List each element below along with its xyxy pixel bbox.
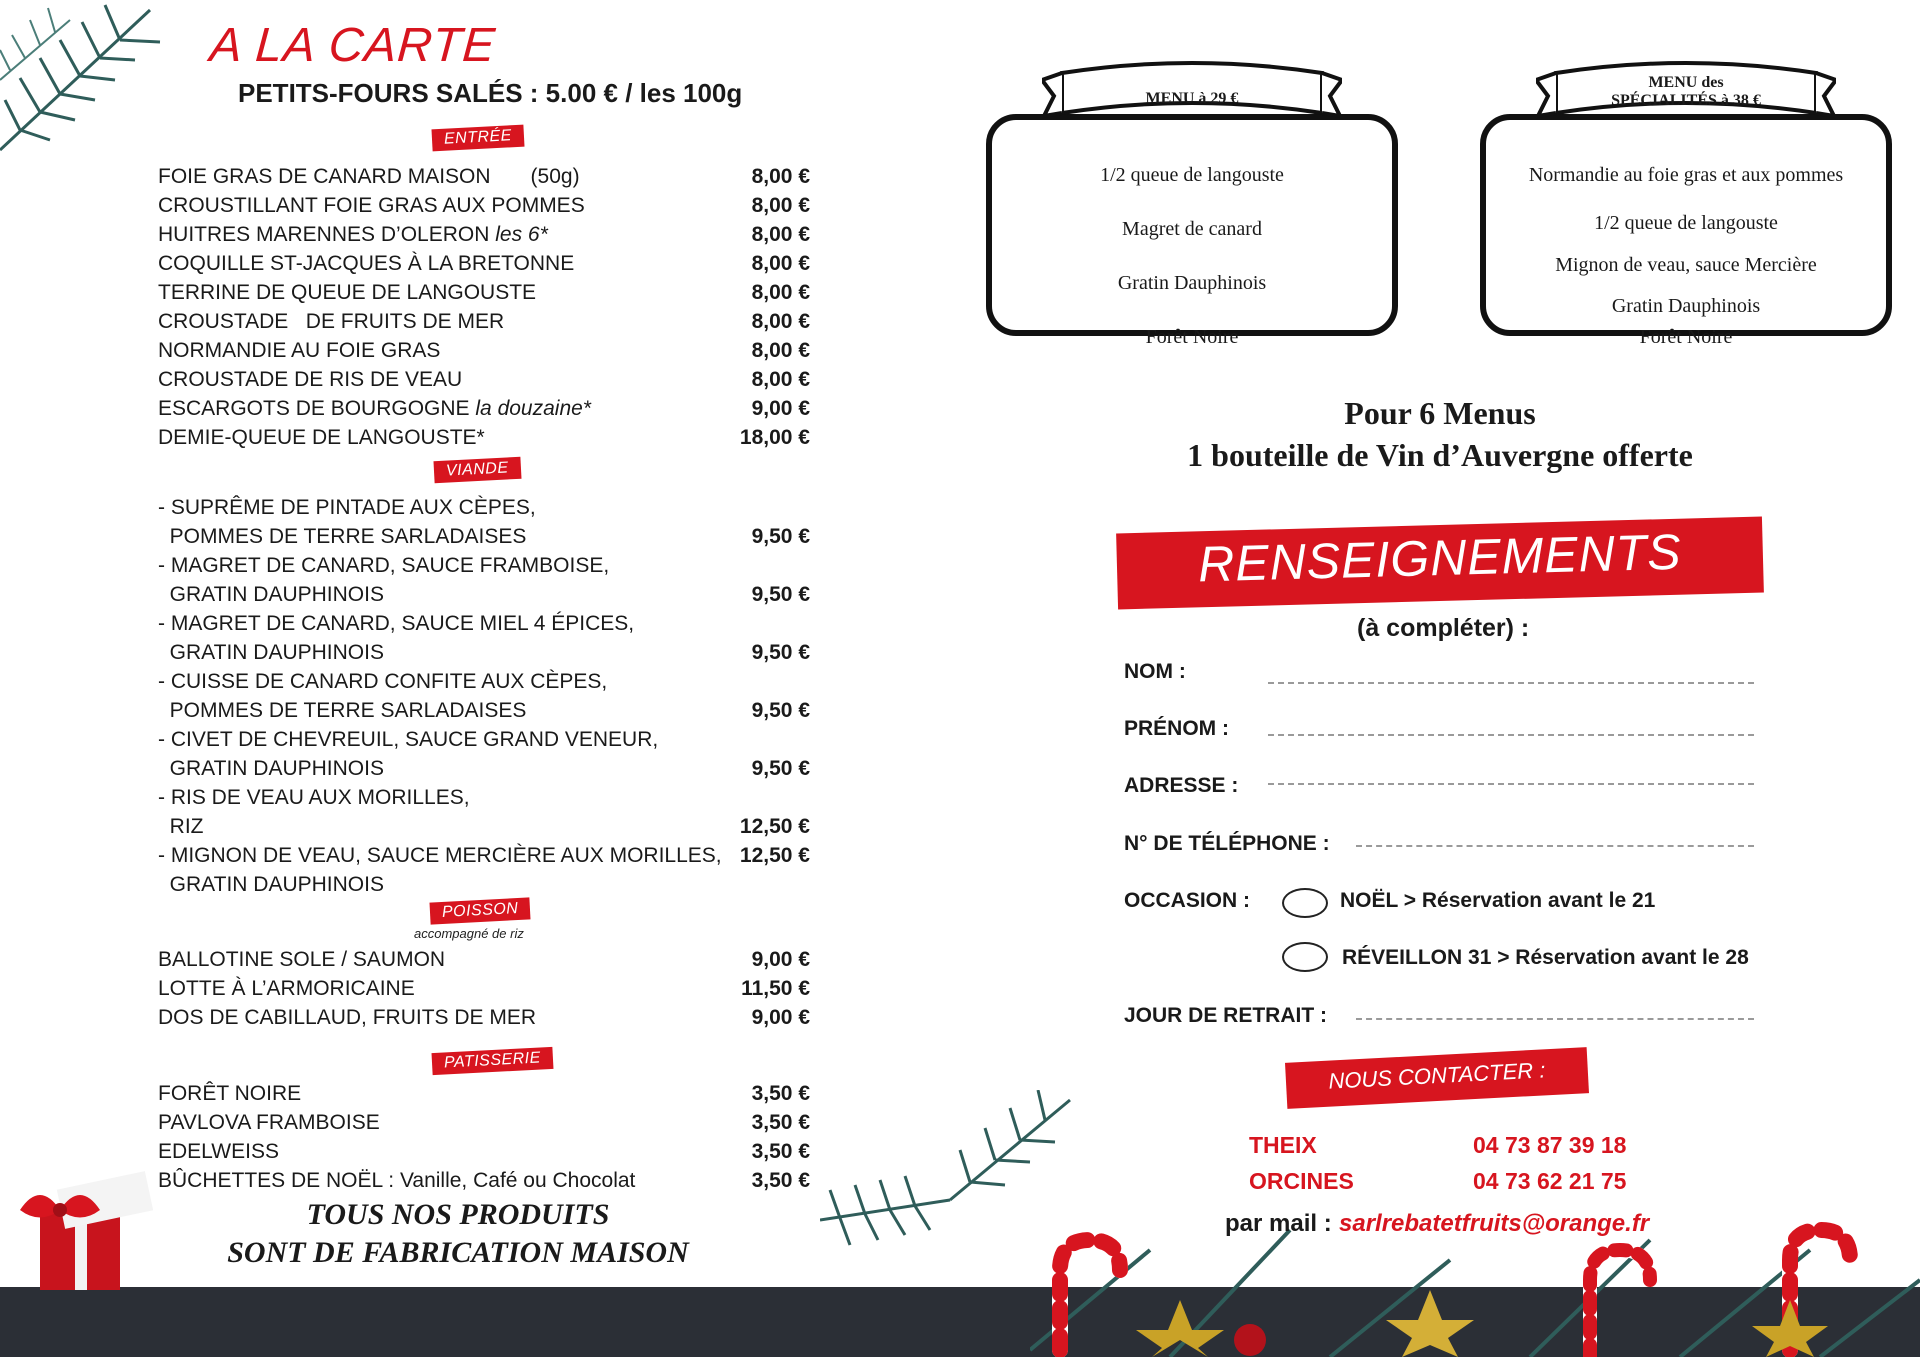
contact-city-theix: THEIX: [1249, 1132, 1317, 1158]
radio-noel[interactable]: [1282, 888, 1328, 918]
gift-box-icon: [0, 1170, 180, 1290]
menu-row: NORMANDIE AU FOIE GRAS 8,00 €: [158, 339, 810, 362]
menu-item: Gratin Dauphinois: [1611, 295, 1761, 317]
tag-entree: ENTRÉE: [431, 125, 524, 152]
menu-row: - MAGRET DE CANARD, SAUCE MIEL 4 ÉPICES,: [158, 612, 635, 635]
menu-29-banner: MENU à 29 €: [1042, 58, 1342, 128]
menu-row: PAVLOVA FRAMBOISE 3,50 €: [158, 1111, 810, 1134]
menu-row: COQUILLE ST-JACQUES À LA BRETONNE 8,00 €: [158, 252, 810, 275]
contact-phone-orcines[interactable]: 04 73 62 21 75: [1473, 1168, 1627, 1194]
menu-row: GRATIN DAUPHINOIS 9,50 €: [158, 641, 810, 664]
field-occasion-label: OCCASION :: [1124, 889, 1250, 912]
menu-row: GRATIN DAUPHINOIS: [158, 873, 384, 896]
field-telephone-label: N° DE TÉLÉPHONE :: [1124, 832, 1330, 855]
mail-link[interactable]: sarlrebatetfruits@orange.fr: [1339, 1210, 1650, 1237]
radio-noel-label: NOËL > Réservation avant le 21: [1340, 889, 1656, 912]
menu-29-box: [986, 114, 1398, 348]
field-prenom-line[interactable]: [1268, 734, 1754, 736]
menu-row: DOS DE CABILLAUD, FRUITS DE MER 9,00 €: [158, 1006, 810, 1029]
menu-row: GRATIN DAUPHINOIS 9,50 €: [158, 757, 810, 780]
tag-poisson: POISSON: [429, 897, 530, 924]
field-prenom-label: PRÉNOM :: [1124, 717, 1229, 740]
menu-row: - CIVET DE CHEVREUIL, SAUCE GRAND VENEUR,: [158, 728, 659, 751]
field-retrait-line[interactable]: [1356, 1018, 1754, 1020]
menu-item: Forêt Noire: [1639, 326, 1733, 348]
field-adresse-label: ADRESSE :: [1124, 774, 1239, 797]
field-nom-label: NOM :: [1124, 660, 1186, 683]
menu-row: TERRINE DE QUEUE DE LANGOUSTE 8,00 €: [158, 281, 810, 304]
menu-row: - MIGNON DE VEAU, SAUCE MERCIÈRE AUX MORILLES, 12,50 €: [158, 844, 810, 867]
menu-item: Mignon de veau, sauce Mercière: [1555, 254, 1817, 276]
menu-row: HUITRES MARENNES D’OLERON les 6* 8,00 €: [158, 223, 810, 246]
tag-viande: VIANDE: [433, 457, 521, 484]
tag-patisserie: PATISSERIE: [432, 1047, 554, 1075]
menu-row: EDELWEISS 3,50 €: [158, 1140, 810, 1163]
menu-row: - SUPRÊME DE PINTADE AUX CÈPES,: [158, 496, 536, 519]
petits-fours-subtitle: PETITS-FOURS SALÉS : 5.00 € / les 100g: [238, 78, 743, 108]
menu-item: 1/2 queue de langouste: [1100, 164, 1284, 186]
mail-label: par mail :: [1225, 1210, 1332, 1237]
menu-row: CROUSTILLANT FOIE GRAS AUX POMMES 8,00 €: [158, 194, 810, 217]
menu-row: - CUISSE DE CANARD CONFITE AUX CÈPES,: [158, 670, 608, 693]
menu-row: RIZ 12,50 €: [158, 815, 810, 838]
menu-38-banner: MENU des SPÉCIALITÉS à 38 €: [1536, 58, 1836, 128]
page-title: A LA CARTE: [208, 19, 498, 72]
renseignements-banner: RENSEIGNEMENTS: [1116, 517, 1764, 610]
form-subheading: (à compléter) :: [1357, 614, 1530, 642]
pine-branch-top-left-icon: [0, 0, 180, 170]
field-adresse-line[interactable]: [1268, 783, 1754, 785]
menu-item: 1/2 queue de langouste: [1594, 212, 1778, 234]
contact-city-orcines: ORCINES: [1249, 1168, 1354, 1194]
menu-38-box: [1480, 114, 1892, 348]
menu-row: CROUSTADE DE RIS DE VEAU 8,00 €: [158, 368, 810, 391]
menu-row: FOIE GRAS DE CANARD MAISON (50g) 8,00 €: [158, 165, 810, 188]
menu-item: Magret de canard: [1122, 218, 1262, 240]
closing-statement: TOUS NOS PRODUITS SONT DE FABRICATION MAISON: [227, 1198, 689, 1269]
menu-item: Normandie au foie gras et aux pommes: [1528, 164, 1844, 186]
contact-phone-theix[interactable]: 04 73 87 39 18: [1473, 1132, 1627, 1158]
menu-row: - MAGRET DE CANARD, SAUCE FRAMBOISE,: [158, 554, 610, 577]
menu-row: DEMIE-QUEUE DE LANGOUSTE* 18,00 €: [158, 426, 810, 449]
menu-row: POMMES DE TERRE SARLADAISES 9,50 €: [158, 525, 810, 548]
menu-row: CROUSTADE DE FRUITS DE MER 8,00 €: [158, 310, 810, 333]
menu-row: FORÊT NOIRE 3,50 €: [158, 1082, 810, 1105]
menu-row: GRATIN DAUPHINOIS 9,50 €: [158, 583, 810, 606]
menu-row: - RIS DE VEAU AUX MORILLES,: [158, 786, 470, 809]
field-retrait-label: JOUR DE RETRAIT :: [1124, 1004, 1328, 1027]
menu-row: BALLOTINE SOLE / SAUMON 9,00 €: [158, 948, 810, 971]
menu-item: Forêt Noire: [1145, 326, 1239, 348]
contact-banner: NOUS CONTACTER :: [1285, 1047, 1589, 1109]
poisson-note: accompagné de riz: [414, 926, 524, 941]
radio-reveillon[interactable]: [1282, 942, 1328, 972]
menu-item: Gratin Dauphinois: [1117, 272, 1267, 294]
menu-row: ESCARGOTS DE BOURGOGNE la douzaine* 9,00 €: [158, 397, 810, 420]
radio-reveillon-label: RÉVEILLON 31 > Réservation avant le 28: [1342, 946, 1749, 969]
menu-row: POMMES DE TERRE SARLADAISES 9,50 €: [158, 699, 810, 722]
menu-row: LOTTE À L’ARMORICAINE 11,50 €: [158, 977, 810, 1000]
offer-statement: Pour 6 Menus 1 bouteille de Vin d’Auvergne offerte: [1187, 395, 1693, 473]
field-telephone-line[interactable]: [1356, 845, 1754, 847]
menu-row: BÛCHETTES DE NOËL : Vanille, Café ou Chocolat 3,50 €: [158, 1169, 810, 1192]
field-nom-line[interactable]: [1268, 682, 1754, 684]
